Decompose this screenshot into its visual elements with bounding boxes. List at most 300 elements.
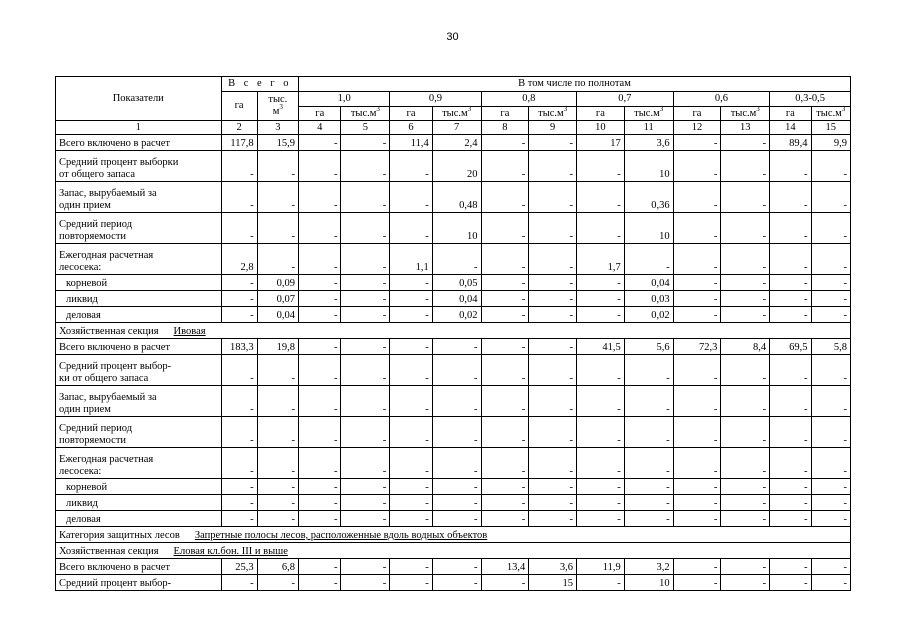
- table-cell: -: [673, 307, 721, 323]
- table-cell: 6,8: [257, 559, 298, 575]
- column-number: 11: [624, 121, 673, 135]
- column-number: 9: [529, 121, 577, 135]
- table-cell: -: [577, 511, 625, 527]
- table-row: [56, 307, 851, 323]
- table-cell: -: [257, 448, 298, 479]
- page-number: 30: [446, 31, 459, 43]
- table-cell: -: [811, 182, 850, 213]
- table-row: [56, 244, 851, 275]
- table-cell: -: [577, 275, 625, 291]
- table-cell: -: [721, 275, 770, 291]
- table-cell: -: [257, 151, 298, 182]
- table-row: [56, 511, 851, 527]
- table-cell: -: [721, 213, 770, 244]
- table-cell: -: [770, 291, 811, 307]
- table-cell: 2,4: [432, 135, 481, 151]
- table-cell: -: [624, 386, 673, 417]
- row-label: Ежегодная расчетная лесосека:: [56, 244, 222, 275]
- table-cell: -: [811, 511, 850, 527]
- table-cell: 11,4: [390, 135, 432, 151]
- table-cell: -: [577, 448, 625, 479]
- table-cell: -: [577, 291, 625, 307]
- table-cell: -: [811, 244, 850, 275]
- table-cell: -: [481, 575, 529, 591]
- table-cell: -: [529, 448, 577, 479]
- table-cell: -: [390, 307, 432, 323]
- table-cell: -: [390, 386, 432, 417]
- unit-ha: га: [577, 107, 625, 121]
- table-cell: -: [721, 182, 770, 213]
- table-cell: -: [577, 575, 625, 591]
- table-cell: -: [257, 511, 298, 527]
- table-cell: -: [770, 495, 811, 511]
- table-cell: -: [770, 417, 811, 448]
- table-row: [56, 213, 851, 244]
- table-cell: -: [529, 417, 577, 448]
- table-cell: 9,9: [811, 135, 850, 151]
- table-cell: -: [770, 575, 811, 591]
- table-cell: -: [721, 511, 770, 527]
- table-cell: -: [390, 575, 432, 591]
- table-cell: -: [673, 386, 721, 417]
- column-number: 7: [432, 121, 481, 135]
- section-value: Еловая кл.бон. III и выше: [173, 546, 288, 557]
- header-total: В с е г о: [221, 77, 298, 92]
- table-cell: -: [481, 135, 529, 151]
- table-cell: -: [390, 559, 432, 575]
- table-cell: -: [299, 511, 341, 527]
- table-cell: -: [529, 244, 577, 275]
- density-header: 1,0: [299, 92, 390, 107]
- table-cell: -: [341, 479, 390, 495]
- table-cell: -: [673, 355, 721, 386]
- table-cell: -: [432, 479, 481, 495]
- table-cell: 1,1: [390, 244, 432, 275]
- section-row: [56, 323, 851, 339]
- table-cell: -: [481, 244, 529, 275]
- unit-volume: $тыс.м^3$: [341, 107, 390, 121]
- table-cell: -: [221, 355, 257, 386]
- table-cell: -: [299, 339, 341, 355]
- table-cell: -: [221, 386, 257, 417]
- table-cell: -: [577, 151, 625, 182]
- table-cell: -: [257, 355, 298, 386]
- table-cell: -: [390, 291, 432, 307]
- section-row: [56, 543, 851, 559]
- table-cell: -: [770, 355, 811, 386]
- table-cell: -: [299, 479, 341, 495]
- table-cell: -: [577, 495, 625, 511]
- table-cell: -: [529, 275, 577, 291]
- table-cell: -: [529, 495, 577, 511]
- table-cell: -: [721, 559, 770, 575]
- table-cell: -: [770, 448, 811, 479]
- table-cell: -: [341, 213, 390, 244]
- table-cell: -: [770, 151, 811, 182]
- table-cell: -: [721, 448, 770, 479]
- section-label: Хозяйственная секция: [59, 546, 159, 557]
- table-cell: -: [257, 495, 298, 511]
- table-cell: -: [529, 339, 577, 355]
- density-header: 0,6: [673, 92, 770, 107]
- table-cell: -: [257, 417, 298, 448]
- table-cell: -: [221, 511, 257, 527]
- section-cell: [56, 323, 851, 339]
- table-cell: -: [673, 182, 721, 213]
- table-cell: -: [811, 417, 850, 448]
- table-cell: -: [341, 575, 390, 591]
- table-cell: -: [673, 559, 721, 575]
- table-cell: -: [811, 495, 850, 511]
- table-cell: -: [341, 307, 390, 323]
- table-cell: 0,02: [624, 307, 673, 323]
- table-cell: -: [299, 355, 341, 386]
- table-cell: -: [257, 244, 298, 275]
- table-cell: -: [432, 495, 481, 511]
- table-cell: -: [811, 355, 850, 386]
- table-cell: 0,04: [432, 291, 481, 307]
- table-cell: -: [624, 355, 673, 386]
- table-cell: 20: [432, 151, 481, 182]
- table-cell: -: [299, 151, 341, 182]
- table-cell: -: [390, 339, 432, 355]
- table-cell: -: [529, 291, 577, 307]
- table-cell: 183,3: [221, 339, 257, 355]
- table-row: [56, 291, 851, 307]
- table-cell: -: [341, 135, 390, 151]
- table-cell: 0,48: [432, 182, 481, 213]
- table-cell: -: [529, 182, 577, 213]
- table-cell: 0,05: [432, 275, 481, 291]
- column-number: 10: [577, 121, 625, 135]
- table-cell: -: [673, 151, 721, 182]
- table-cell: -: [299, 448, 341, 479]
- table-cell: -: [624, 244, 673, 275]
- table-cell: -: [673, 511, 721, 527]
- section-label: Хозяйственная секция: [59, 326, 159, 337]
- table-cell: 5,8: [811, 339, 850, 355]
- table-cell: -: [432, 355, 481, 386]
- table-cell: -: [432, 448, 481, 479]
- table-cell: 13,4: [481, 559, 529, 575]
- table-cell: -: [673, 417, 721, 448]
- table-cell: -: [811, 479, 850, 495]
- table-cell: -: [624, 511, 673, 527]
- table-cell: -: [770, 386, 811, 417]
- row-label: Всего включено в расчет: [56, 135, 222, 151]
- column-number: 3: [257, 121, 298, 135]
- table-cell: -: [770, 213, 811, 244]
- table-cell: 0,03: [624, 291, 673, 307]
- table-cell: -: [299, 559, 341, 575]
- table-cell: -: [481, 151, 529, 182]
- table-cell: -: [432, 386, 481, 417]
- table-cell: -: [390, 511, 432, 527]
- table-cell: -: [721, 244, 770, 275]
- table-cell: 0,36: [624, 182, 673, 213]
- table-cell: -: [299, 417, 341, 448]
- table-cell: 117,8: [221, 135, 257, 151]
- table-cell: -: [257, 386, 298, 417]
- table-cell: 10: [432, 213, 481, 244]
- table-cell: -: [577, 182, 625, 213]
- table-cell: 0,04: [257, 307, 298, 323]
- table-cell: -: [481, 479, 529, 495]
- table-cell: -: [811, 448, 850, 479]
- table-cell: -: [390, 479, 432, 495]
- row-label: Всего включено в расчет: [56, 339, 222, 355]
- table-cell: -: [770, 182, 811, 213]
- table-cell: -: [257, 182, 298, 213]
- unit-volume: $тыс.м^3$: [811, 107, 850, 121]
- table-cell: 89,4: [770, 135, 811, 151]
- density-header: 0,3-0,5: [770, 92, 851, 107]
- section-row: [56, 527, 851, 543]
- table-cell: -: [811, 213, 850, 244]
- table-cell: -: [481, 182, 529, 213]
- table-cell: -: [390, 495, 432, 511]
- row-label: Запас, вырубаемый за один прием: [56, 182, 222, 213]
- table-cell: 69,5: [770, 339, 811, 355]
- table-cell: -: [811, 386, 850, 417]
- table-cell: 5,6: [624, 339, 673, 355]
- table-cell: -: [673, 291, 721, 307]
- table-cell: -: [341, 182, 390, 213]
- table-cell: 15: [529, 575, 577, 591]
- table-cell: 17: [577, 135, 625, 151]
- table-cell: 10: [624, 575, 673, 591]
- table-cell: -: [481, 275, 529, 291]
- table-cell: -: [770, 244, 811, 275]
- table-cell: -: [390, 275, 432, 291]
- table-cell: -: [577, 355, 625, 386]
- table-cell: -: [811, 291, 850, 307]
- table-cell: 25,3: [221, 559, 257, 575]
- row-label: Ежегодная расчетная лесосека:: [56, 448, 222, 479]
- table-cell: -: [221, 213, 257, 244]
- table-cell: -: [770, 559, 811, 575]
- table-cell: -: [299, 307, 341, 323]
- unit-ha: га: [390, 107, 432, 121]
- table-cell: -: [811, 575, 850, 591]
- table-cell: -: [721, 151, 770, 182]
- table-cell: -: [481, 448, 529, 479]
- unit-ha: га: [481, 107, 529, 121]
- column-number: 5: [341, 121, 390, 135]
- table-cell: -: [341, 275, 390, 291]
- table-cell: -: [673, 575, 721, 591]
- row-label: корневой: [56, 275, 222, 291]
- table-cell: -: [721, 386, 770, 417]
- table-cell: -: [721, 135, 770, 151]
- column-number: 1: [56, 121, 222, 135]
- unit-ha: га: [673, 107, 721, 121]
- table-cell: -: [390, 213, 432, 244]
- table-cell: -: [577, 386, 625, 417]
- table-cell: 3,2: [624, 559, 673, 575]
- table-row: [56, 417, 851, 448]
- table-cell: -: [341, 244, 390, 275]
- table-cell: 3,6: [624, 135, 673, 151]
- table-cell: -: [770, 275, 811, 291]
- table-cell: -: [481, 213, 529, 244]
- table-cell: -: [811, 307, 850, 323]
- table-cell: -: [673, 244, 721, 275]
- table-cell: 41,5: [577, 339, 625, 355]
- row-label: ликвид: [56, 291, 222, 307]
- unit-ha: га: [770, 107, 811, 121]
- table-cell: -: [257, 479, 298, 495]
- table-cell: -: [770, 307, 811, 323]
- table-cell: -: [577, 213, 625, 244]
- table-cell: 0,04: [624, 275, 673, 291]
- density-header: 0,7: [577, 92, 674, 107]
- table-cell: -: [624, 479, 673, 495]
- table-cell: -: [341, 291, 390, 307]
- table-cell: -: [341, 495, 390, 511]
- table-cell: -: [432, 417, 481, 448]
- column-number: 2: [221, 121, 257, 135]
- table-cell: 8,4: [721, 339, 770, 355]
- table-row: [56, 151, 851, 182]
- table-row: [56, 448, 851, 479]
- table-cell: -: [390, 151, 432, 182]
- table-cell: -: [299, 213, 341, 244]
- table-cell: -: [221, 151, 257, 182]
- table-cell: -: [721, 417, 770, 448]
- table-cell: 0,07: [257, 291, 298, 307]
- table-cell: -: [390, 448, 432, 479]
- table-cell: -: [529, 479, 577, 495]
- header-by-density: В том числе по полнотам: [299, 77, 851, 92]
- row-label: корневой: [56, 479, 222, 495]
- table-row: [56, 339, 851, 355]
- table-cell: -: [299, 291, 341, 307]
- table-cell: -: [481, 307, 529, 323]
- table-cell: -: [624, 495, 673, 511]
- table-cell: -: [770, 511, 811, 527]
- table-row: [56, 135, 851, 151]
- header-indicators: Показатели: [56, 77, 222, 121]
- column-number: 4: [299, 121, 341, 135]
- table-cell: -: [673, 135, 721, 151]
- unit-ha: га: [299, 107, 341, 121]
- table-cell: -: [811, 151, 850, 182]
- row-label: деловая: [56, 307, 222, 323]
- table-cell: -: [529, 386, 577, 417]
- row-label: Средний процент выбор- ки от общего запаса: [56, 355, 222, 386]
- table-cell: -: [529, 213, 577, 244]
- table-row: [56, 182, 851, 213]
- table-cell: -: [577, 307, 625, 323]
- table-cell: -: [721, 495, 770, 511]
- table-cell: -: [299, 495, 341, 511]
- table-cell: -: [221, 495, 257, 511]
- forest-calculation-table: [55, 76, 851, 591]
- table-cell: -: [221, 275, 257, 291]
- section-cell: [56, 527, 851, 543]
- table-row: [56, 275, 851, 291]
- table-cell: -: [221, 575, 257, 591]
- table-cell: -: [299, 275, 341, 291]
- table-cell: -: [299, 135, 341, 151]
- table-cell: 15,9: [257, 135, 298, 151]
- table-cell: -: [673, 479, 721, 495]
- table-cell: -: [673, 275, 721, 291]
- table-cell: -: [432, 339, 481, 355]
- column-number: 6: [390, 121, 432, 135]
- table-cell: -: [341, 355, 390, 386]
- table-cell: -: [257, 213, 298, 244]
- table-cell: -: [481, 339, 529, 355]
- table-cell: -: [721, 291, 770, 307]
- unit-volume: $тыс.м^3$: [432, 107, 481, 121]
- table-cell: -: [299, 182, 341, 213]
- table-cell: -: [673, 213, 721, 244]
- table-cell: -: [529, 151, 577, 182]
- section-value: Запретные полосы лесов, расположенные вдоль водных объектов: [194, 530, 488, 541]
- table-cell: -: [221, 182, 257, 213]
- table-cell: -: [529, 511, 577, 527]
- row-label: Средний период повторяемости: [56, 417, 222, 448]
- table-cell: -: [299, 575, 341, 591]
- table-row: [56, 386, 851, 417]
- table-cell: 0,02: [432, 307, 481, 323]
- table-cell: -: [481, 386, 529, 417]
- table-cell: 3,6: [529, 559, 577, 575]
- header-total-volume: тыс. $м^3$: [257, 92, 298, 121]
- density-header: 0,8: [481, 92, 577, 107]
- table-cell: 0,09: [257, 275, 298, 291]
- table-cell: 11,9: [577, 559, 625, 575]
- table-cell: -: [341, 511, 390, 527]
- table-cell: -: [529, 135, 577, 151]
- table-cell: -: [299, 386, 341, 417]
- row-label: деловая: [56, 511, 222, 527]
- unit-volume: $тыс.м^3$: [624, 107, 673, 121]
- column-number: 8: [481, 121, 529, 135]
- table-cell: -: [577, 417, 625, 448]
- table-cell: -: [221, 479, 257, 495]
- table-cell: -: [257, 575, 298, 591]
- density-header: 0,9: [390, 92, 481, 107]
- table-cell: -: [390, 182, 432, 213]
- row-label: Средний процент выбор-: [56, 575, 222, 591]
- table-cell: -: [721, 355, 770, 386]
- table-cell: -: [221, 448, 257, 479]
- table-cell: 10: [624, 213, 673, 244]
- table-cell: -: [624, 417, 673, 448]
- table-cell: -: [481, 495, 529, 511]
- table-cell: -: [390, 417, 432, 448]
- table-row: [56, 495, 851, 511]
- section-value: Ивовая: [173, 326, 206, 337]
- table-row: [56, 575, 851, 591]
- table-cell: -: [673, 495, 721, 511]
- table-cell: -: [341, 386, 390, 417]
- table-cell: -: [341, 339, 390, 355]
- table-cell: -: [481, 417, 529, 448]
- table-cell: -: [811, 559, 850, 575]
- table-cell: -: [673, 448, 721, 479]
- table-cell: -: [432, 575, 481, 591]
- table-cell: -: [721, 307, 770, 323]
- table-cell: -: [221, 307, 257, 323]
- table-cell: -: [529, 355, 577, 386]
- section-label: Категория защитных лесов: [59, 530, 180, 541]
- table-row: [56, 559, 851, 575]
- table-cell: -: [481, 511, 529, 527]
